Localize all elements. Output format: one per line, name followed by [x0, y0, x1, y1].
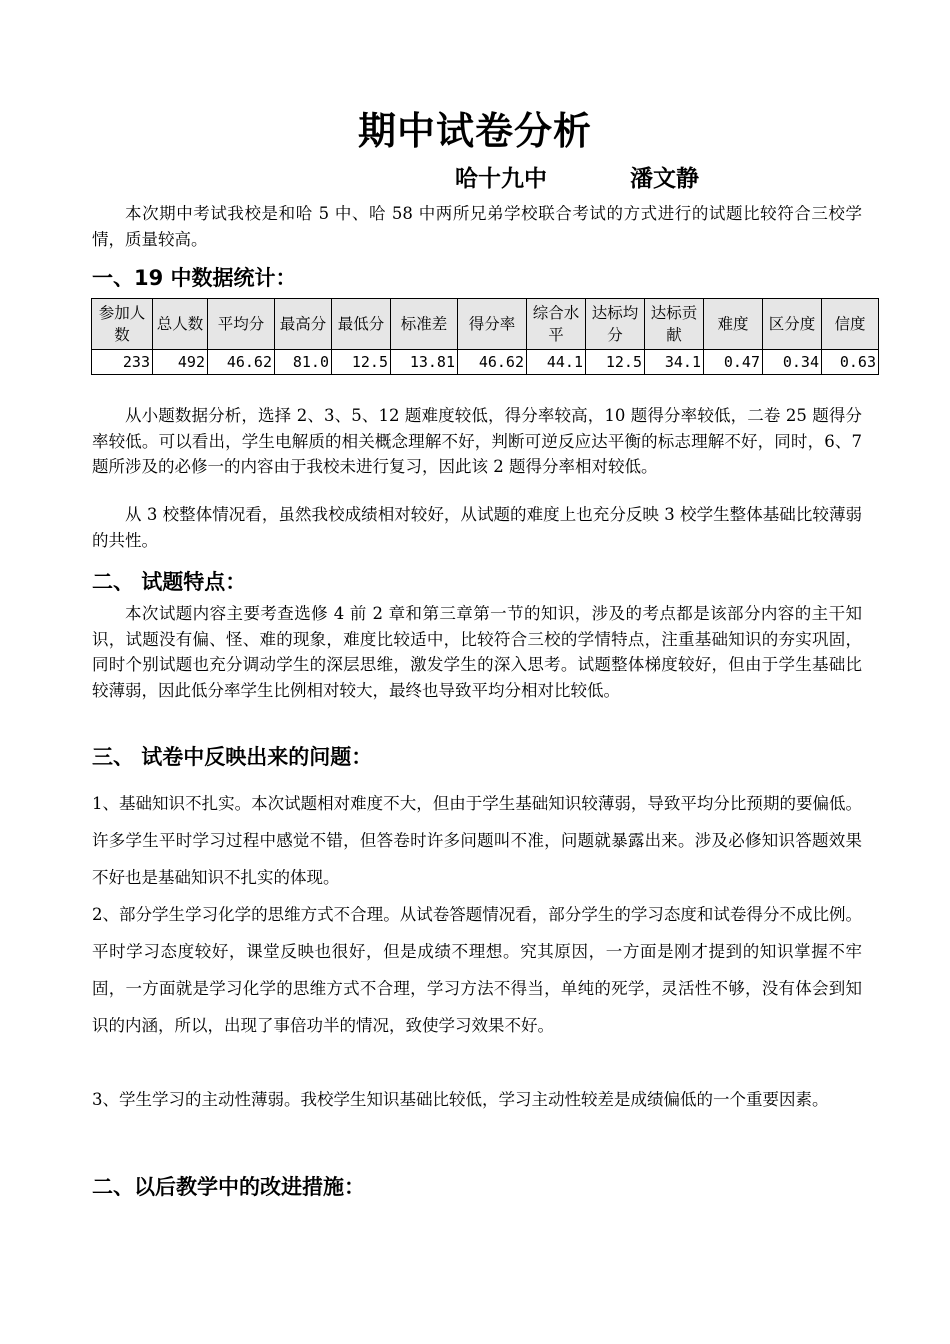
- stats-header-cell: 标准差: [391, 299, 458, 350]
- stats-header-cell: 信度: [822, 299, 879, 350]
- stats-header-cell: 难度: [704, 299, 763, 350]
- stats-cell: 13.81: [391, 350, 458, 375]
- section1-heading: 一、19 中数据统计：: [92, 266, 297, 290]
- author-name: 潘文静: [630, 166, 700, 192]
- stats-header-cell: 达标均分: [586, 299, 645, 350]
- stats-header-cell: 最高分: [275, 299, 332, 350]
- stats-header-cell: 参加人数: [92, 299, 153, 350]
- features-paragraph: 本次试题内容主要考查选修 4 前 2 章和第三章第一节的知识，涉及的考点都是该部分内容的主干知识，试题没有偏、怪、难的现象，难度比较适中，比较符合三校的学情特点，注重基础知识的夯实巩固，同时个别试题也充分调动学生的深层思维，激发学生的深入思考。试题整体梯度较好，但由于学生基础比较薄弱，因此低分率学生比例相对较大，最终也导致平均分相对比较低。: [92, 604, 862, 700]
- doc-title: 期中试卷分析: [357, 109, 592, 153]
- intro-paragraph: 本次期中考试我校是和哈 5 中、哈 58 中两所兄弟学校联合考试的方式进行的试题比较符合三校学情，质量较高。: [92, 204, 862, 249]
- stats-header-cell: 总人数: [153, 299, 208, 350]
- stats-header-cell: 达标贡献: [645, 299, 704, 350]
- stats-cell: 44.1: [527, 350, 586, 375]
- stats-header-cell: 得分率: [458, 299, 527, 350]
- stats-cell: 12.5: [586, 350, 645, 375]
- stats-header-cell: 区分度: [763, 299, 822, 350]
- problem-item-1: 1、基础知识不扎实。本次试题相对难度不大，但由于学生基础知识较薄弱，导致平均分比预期的要偏低。许多学生平时学习过程中感觉不错，但答卷时许多问题叫不准，问题就暴露出来。涉及必修知识答题效果不好也是基础知识不扎实的体现。: [92, 794, 862, 887]
- stats-data-row: [92, 350, 879, 375]
- stats-cell: 34.1: [645, 350, 704, 375]
- stats-cell: 0.34: [763, 350, 822, 375]
- stats-table: [91, 298, 879, 375]
- stats-header-cell: 平均分: [208, 299, 275, 350]
- stats-cell: 233: [92, 350, 153, 375]
- stats-header-row: [92, 299, 879, 350]
- problem-item-2: 2、部分学生学习化学的思维方式不合理。从试卷答题情况看，部分学生的学习态度和试卷得分不成比例。平时学习态度较好，课堂反映也很好，但是成绩不理想。究其原因，一方面是刚才提到的知识掌握不牢固，一方面就是学习化学的思维方式不合理，学习方法不得当，单纯的死学，灵活性不够，没有体会到知识的内涵，所以，出现了事倍功半的情况，致使学习效果不好。: [92, 905, 862, 1035]
- stats-header-cell: 最低分: [332, 299, 391, 350]
- section2-heading: 二、 试题特点：: [92, 570, 247, 594]
- section3-heading: 三、 试卷中反映出来的问题：: [92, 745, 373, 769]
- stats-cell: 0.47: [704, 350, 763, 375]
- section4-heading: 二、以后教学中的改进措施：: [92, 1175, 365, 1199]
- stats-cell: 81.0: [275, 350, 332, 375]
- stats-cell: 46.62: [458, 350, 527, 375]
- stats-cell: 492: [153, 350, 208, 375]
- analysis-paragraph-1: 从小题数据分析，选择 2、3、5、12 题难度较低，得分率较高，10 题得分率较低，二卷 25 题得分率较低。可以看出，学生电解质的相关概念理解不好，判断可逆反应达平衡的标志理解不好，同时，6、7 题所涉及的必修一的内容由于我校未进行复习，因此该 2 题得分率相对较低。: [92, 406, 862, 476]
- stats-cell: 12.5: [332, 350, 391, 375]
- analysis-paragraph-2: 从 3 校整体情况看，虽然我校成绩相对较好，从试题的难度上也充分反映 3 校学生整体基础比较薄弱的共性。: [92, 505, 862, 550]
- author-line: [455, 160, 699, 193]
- stats-cell: 0.63: [822, 350, 879, 375]
- stats-header-cell: 综合水平: [527, 299, 586, 350]
- stats-cell: 46.62: [208, 350, 275, 375]
- problem-item-3: 3、学生学习的主动性薄弱。我校学生知识基础比较低，学习主动性较差是成绩偏低的一个重要因素。: [92, 1090, 829, 1109]
- school-name: 哈十九中: [455, 166, 547, 192]
